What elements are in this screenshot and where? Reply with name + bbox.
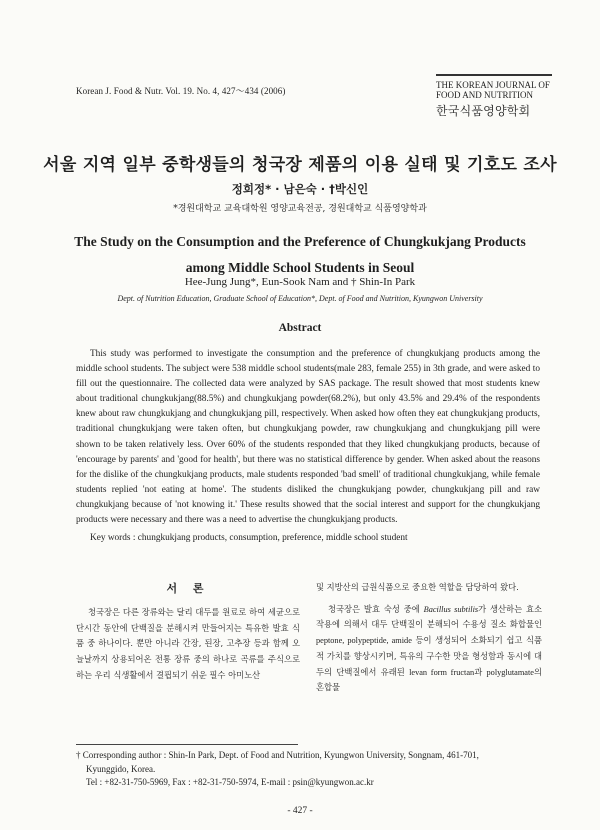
- abstract-heading: Abstract: [278, 322, 322, 334]
- title-korean: 서울 지역 일부 중학생들의 청국장 제품의 이용 실태 및 기호도 조사: [43, 155, 557, 175]
- journal-citation: Korean J. Food & Nutr. Vol. 19. No. 4, 427～434 (2006): [76, 86, 286, 96]
- journal-name-en-line1: THE KOREAN JOURNAL OF: [436, 80, 550, 90]
- right-text-e: 의 혼합물: [316, 666, 542, 693]
- keywords: Key words : chungkukjang products, consumption, preference, middle school student: [90, 533, 408, 543]
- authors-english: Hee-Jung Jung*, Eun-Sook Nam and † Shin-In Park: [184, 276, 416, 288]
- section-heading-introduction: 서 론: [166, 582, 210, 595]
- right-paragraph-1: 및 지방산의 급원식품으로 중요한 역할을 담당하여 왔다.: [316, 582, 519, 592]
- footnote: [76, 749, 542, 790]
- affiliation-korean: *경원대학교 교육대학원 영양교육전공, 경원대학교 식품영양학과: [173, 204, 427, 214]
- fructan-term: levan form fructan: [409, 667, 475, 677]
- title-english: The Study on the Consumption and the Preference of Chungkukjang Products among Middle School Students in Seoul: [74, 234, 526, 275]
- bacterium-name: Bacillus subtilis: [423, 604, 479, 614]
- footnote-line-3: Tel : +82-31-750-5969, Fax : +82-31-750-5974, E-mail : psin@kyungwon.ac.kr: [86, 777, 374, 787]
- abstract-body: This study was performed to investigate the consumption and the preference of chungkukjang products among the middle school students. The subject were 538 middle school students(male 283, female 255) in 3th grade, and were asked to fill out the questionnaire. The collected data were analyzed by SAS package. The result showed that most students knew about traditional chungkukjang(88.5%) and chungkukjang powder(68.2%), but only 43.5% and 29.4% of the respondents knew about raw chungkukjang and chungkukjang pill, respectively. When asked how often they eat chungkukjang products, traditional chungkukjang were taken often, but chungkukjang powder, raw chungkukjang and chungkukjang pill were shown to be taken relatively less. Over 60% of the students responded that they liked chungkukjang products, because of 'encourage by parents' and 'good for health', but there was no statistical difference by gender. When asked about the reasons for the dislike of the chungkukjang products, male students responded 'bad smell' of traditional chungkukjang, while female students replied 'not eating at home'. The students disliked the chungkukjang powder, chungkukjang pill and raw chungkukjang because of 'not knowing it.' These results showed that the social interest and support for the chungkukjang products were necessary and there was a need to advertise the chungkukjang products.: [76, 349, 540, 526]
- journal-logo: [436, 74, 552, 119]
- affiliation-english: Dept. of Nutrition Education, Graduate School of Education*, Dept. of Food and Nutrition, Kyungwon University: [117, 294, 483, 303]
- footnote-line-2: Kyunggido, Korea.: [86, 763, 156, 774]
- right-paragraph-2: [316, 602, 542, 696]
- journal-name-ko: 한국식품영양학회: [436, 104, 531, 118]
- polyglutamate-term: polyglutamate: [486, 667, 534, 677]
- intro-left-column: 청국장은 다른 장류와는 달리 대두를 원료로 하여 세균으로 단시간 동안에 단백질을 분해시켜 만들어지는 특유한 발효 식품 중 하나이다. 뿐만 아니라 간장, 된장, 고추장 등과 함께 오늘날까지 상용되어온 전통 장류 중의 하나로 곡류를 주식으로 하는 우리 식생활에서 결핍되기 쉬운 필수 아미노산: [76, 607, 300, 680]
- right-text-c: 등이 생성되어 소화되기 쉽고 식품적 가치를 향상시키며, 특유의 구수한 맛을 형성함과 동시에 대두의 단백질에서 유래된: [316, 635, 542, 677]
- compound-names: peptone, polypeptide, amide: [316, 636, 412, 646]
- right-text-b: 가 생산하는 효소 작용에 의해서 대두 단백질이 분해되어 수용성 질소 화합물인: [316, 603, 542, 630]
- footnote-divider: [76, 744, 298, 745]
- journal-name-en-line2: FOOD AND NUTRITION: [436, 90, 533, 100]
- authors-korean: 정희정* · 남은숙 · †박신인: [231, 182, 369, 196]
- footnote-line-1: † Corresponding author : Shin-In Park, Dept. of Food and Nutrition, Kyungwon University, Songnam, 461-701,: [76, 750, 479, 760]
- intro-right-column: [316, 580, 542, 696]
- right-text-a: 청국장은 발효 숙성 중에: [328, 603, 424, 614]
- page-number: - 427 -: [287, 806, 313, 816]
- right-text-d: 과: [474, 666, 487, 677]
